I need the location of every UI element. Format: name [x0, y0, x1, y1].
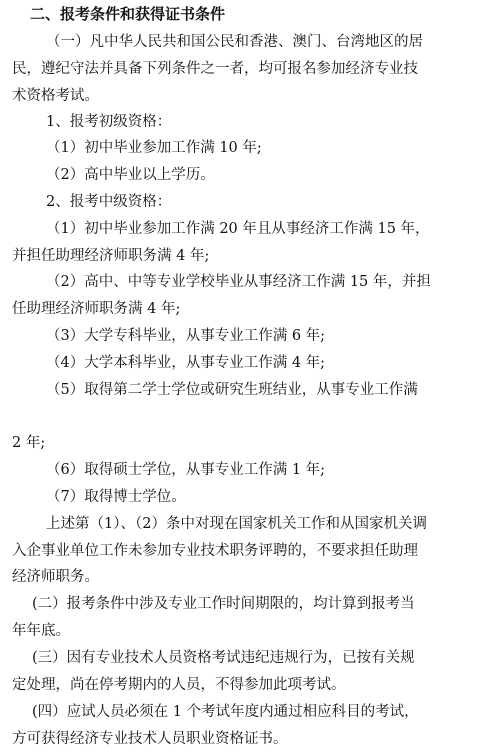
paragraph-line: 年年底。	[12, 623, 70, 639]
list-heading: 2、报考中级资格：	[46, 194, 172, 210]
paragraph-line: （一）凡中华人民共和国公民和香港、澳门、台湾地区的居	[46, 34, 423, 50]
paragraph-line: 民，遵纪守法并具备下列条件之一者，均可报名参加经济专业技	[12, 61, 418, 77]
list-item-continuation: 任助理经济师职务满 4 年;	[12, 301, 181, 317]
paragraph-line: (三）因有专业技术人员资格考试违纪违规行为，已按有关规	[32, 650, 415, 666]
paragraph-line: 上述第（1）、（2）条中对现在国家机关工作和从国家机关调	[46, 516, 427, 532]
section-title: 二、报考条件和获得证书条件	[30, 5, 226, 23]
list-item: （1）初中毕业参加工作满 20 年且从事经济工作满 15 年，	[46, 221, 430, 237]
list-item: （7）取得博士学位。	[46, 489, 186, 505]
paragraph-line: (四）应试人员必须在 1 个考试年度内通过相应科目的考试，	[32, 704, 419, 720]
paragraph-line: 定处理，尚在停考期内的人员，不得参加此项考试。	[12, 677, 346, 693]
paragraph-line: (二）报考条件中涉及专业工作时间期限的，均计算到报考当	[32, 596, 415, 612]
paragraph-line: 入企事业单位工作未参加专业技术职务评聘的，不要求担任助理	[12, 543, 418, 559]
list-item: （2）高中、中等专业学校毕业从事经济工作满 15 年，并担	[46, 274, 431, 290]
list-item: （3）大学专科毕业，从事专业工作满 6 年;	[46, 328, 326, 344]
paragraph-line: 经济师职务。	[12, 569, 99, 585]
paragraph-line: 术资格考试。	[12, 88, 99, 104]
list-heading: 1、报考初级资格：	[46, 114, 172, 130]
list-item: （5）取得第二学士学位或研究生班结业，从事专业工作满	[46, 382, 418, 398]
paragraph-line: 方可获得经济专业技术人员职业资格证书。	[12, 731, 288, 747]
list-item-continuation: 并担任助理经济师职务满 4 年;	[12, 248, 210, 264]
list-item: （2）高中毕业以上学历。	[46, 167, 215, 183]
list-item: （6）取得硕士学位，从事专业工作满 1 年;	[46, 462, 326, 478]
list-item: （4）大学本科毕业，从事专业工作满 4 年;	[46, 355, 326, 371]
list-item-continuation: 2 年;	[12, 435, 46, 451]
list-item: （1）初中毕业参加工作满 10 年;	[46, 140, 262, 156]
